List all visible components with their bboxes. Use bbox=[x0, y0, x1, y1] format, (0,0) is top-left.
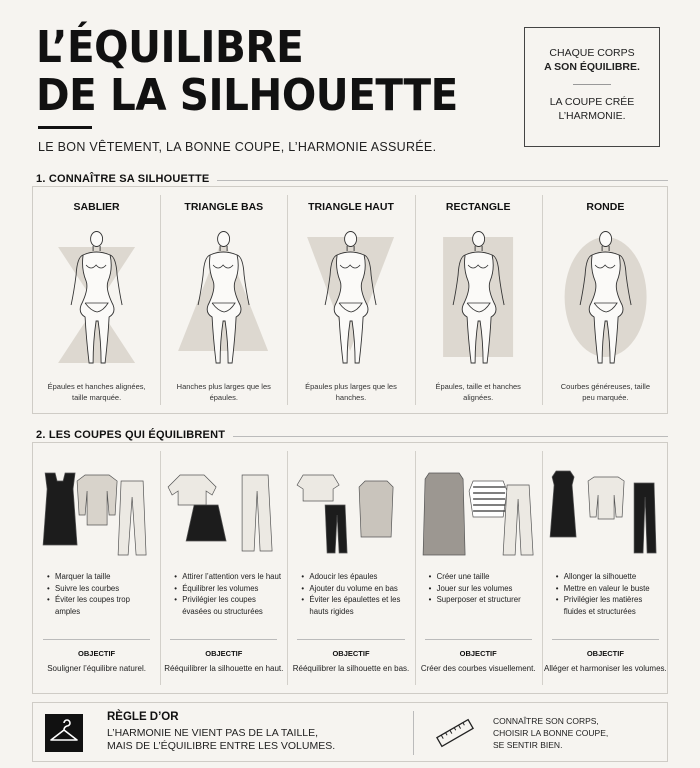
silhouette-column bbox=[542, 187, 669, 413]
quote-box bbox=[524, 27, 660, 147]
outfit-illustration bbox=[287, 455, 414, 565]
cuts-panel bbox=[32, 442, 668, 694]
quote-line-3: LA COUPE CRÉE bbox=[549, 96, 635, 108]
objective-label: OBJECTIF bbox=[586, 649, 624, 658]
silhouette-description: Épaules et hanches alignées, taille marquée. bbox=[47, 382, 146, 402]
trousers-light-icon bbox=[118, 481, 146, 555]
column-divider bbox=[415, 195, 416, 405]
title-underline bbox=[38, 126, 92, 129]
silhouette-column bbox=[33, 187, 160, 413]
column-divider bbox=[160, 195, 161, 405]
trench-coat-icon bbox=[423, 473, 465, 555]
golden-rule-line-1: L’HARMONIE NE VIENT PAS DE LA TAILLE, bbox=[107, 727, 319, 739]
blouse-icon bbox=[168, 475, 216, 505]
title-line-2: DE LA SILHOUETTE bbox=[36, 70, 458, 121]
objective-text: Souligner l’équilibre naturel. bbox=[47, 664, 146, 673]
silhouette-column bbox=[287, 187, 414, 413]
advice-item: • Privilégier les coupes évasées ou structurées bbox=[174, 594, 281, 617]
objective-label: OBJECTIF bbox=[332, 649, 370, 658]
page-title bbox=[36, 24, 495, 120]
silhouette-description: Épaules, taille et hanches alignées. bbox=[435, 382, 521, 402]
cut-advice-list bbox=[47, 571, 154, 617]
objective-rule bbox=[43, 639, 150, 640]
title-line-1: L’ÉQUILIBRE bbox=[36, 22, 304, 73]
objective-text: Créer des courbes visuellement. bbox=[420, 664, 536, 673]
quote-divider bbox=[573, 84, 611, 85]
advice-item: • Marquer la taille bbox=[47, 571, 154, 583]
cut-column bbox=[287, 443, 414, 693]
quote-line-1: CHAQUE CORPS bbox=[549, 47, 635, 59]
silhouette-name: TRIANGLE HAUT bbox=[308, 201, 394, 213]
silhouette-column bbox=[415, 187, 542, 413]
section-1-title: 1. CONNAÎTRE SA SILHOUETTE bbox=[36, 173, 217, 185]
silhouette-description: Hanches plus larges que les épaules. bbox=[176, 382, 271, 402]
advice-item: • Créer une taille bbox=[429, 571, 536, 583]
advice-item: • Équilibrer les volumes bbox=[174, 583, 281, 595]
column-divider bbox=[542, 195, 543, 405]
cardigan-icon bbox=[588, 477, 624, 519]
silhouette-column bbox=[160, 187, 287, 413]
quote-line-4: L’HARMONIE. bbox=[558, 110, 626, 122]
dress-sleeveless-icon bbox=[43, 473, 77, 545]
silhouette-figure bbox=[287, 225, 414, 375]
section-2-title: 2. LES COUPES QUI ÉQUILIBRENT bbox=[36, 429, 233, 441]
coat-light-icon bbox=[359, 481, 393, 537]
golden-rule-line-2: MAIS DE L’ÉQUILIBRE ENTRE LES VOLUMES. bbox=[107, 740, 336, 752]
cut-advice-list bbox=[429, 571, 536, 606]
silhouette-description: Épaules plus larges que les hanches. bbox=[305, 382, 397, 402]
objective-text: Rééquilibrer la silhouette en bas. bbox=[292, 664, 410, 673]
golden-rule-text bbox=[107, 727, 335, 753]
column-divider bbox=[287, 195, 288, 405]
cut-advice-list bbox=[301, 571, 408, 617]
objective-rule bbox=[297, 639, 404, 640]
motto-line-3: SE SENTIR BIEN. bbox=[493, 740, 563, 750]
advice-item: • Ajouter du volume en bas bbox=[301, 583, 408, 595]
outfit-illustration bbox=[160, 455, 287, 565]
quote-line-2: A SON ÉQUILIBRE. bbox=[544, 61, 640, 73]
slim-trousers-icon bbox=[634, 483, 656, 553]
blazer-icon bbox=[77, 475, 117, 525]
cut-column bbox=[542, 443, 669, 693]
objective-rule bbox=[425, 639, 532, 640]
outfit-illustration bbox=[415, 455, 542, 565]
column-divider bbox=[160, 451, 161, 685]
objective-label: OBJECTIF bbox=[78, 649, 116, 658]
column-divider bbox=[415, 451, 416, 685]
column-divider bbox=[542, 451, 543, 685]
silhouette-figure bbox=[415, 225, 542, 375]
advice-item: • Allonger la silhouette bbox=[556, 571, 663, 583]
objective-rule bbox=[552, 639, 659, 640]
silhouette-figure bbox=[160, 225, 287, 375]
advice-item: • Superposer et structurer bbox=[429, 594, 536, 606]
cut-column bbox=[415, 443, 542, 693]
midi-dress-icon bbox=[550, 471, 576, 537]
silhouette-description: Courbes généreuses, taille peu marquée. bbox=[560, 382, 650, 402]
objective-label: OBJECTIF bbox=[459, 649, 497, 658]
silhouette-name: RONDE bbox=[586, 201, 625, 213]
advice-item: • Adoucir les épaules bbox=[301, 571, 408, 583]
objective-text: Alléger et harmoniser les volumes. bbox=[544, 664, 667, 673]
tshirt-icon bbox=[297, 475, 339, 501]
golden-rule-title: RÈGLE D’OR bbox=[107, 711, 179, 723]
ruler-icon bbox=[435, 715, 475, 756]
straight-trousers-icon bbox=[503, 485, 533, 555]
silhouette-figure bbox=[33, 225, 160, 375]
outfit-illustration bbox=[542, 455, 669, 565]
cut-advice-list bbox=[556, 571, 663, 617]
outfit-illustration bbox=[33, 455, 160, 565]
flared-skirt-icon bbox=[186, 505, 226, 541]
advice-item: • Mettre en valeur le buste bbox=[556, 583, 663, 595]
motto-line-1: CONNAÎTRE SON CORPS, bbox=[493, 716, 599, 726]
silhouette-name: TRIANGLE BAS bbox=[184, 201, 264, 213]
objective-label: OBJECTIF bbox=[205, 649, 243, 658]
cut-column bbox=[160, 443, 287, 693]
subtitle: LE BON VÊTEMENT, LA BONNE COUPE, L’HARMONIE ASSURÉE. bbox=[38, 140, 437, 154]
golden-rule-motto bbox=[493, 715, 608, 751]
objective-text: Rééquilibrer la silhouette en haut. bbox=[164, 664, 284, 673]
cut-column bbox=[33, 443, 160, 693]
silhouette-name: RECTANGLE bbox=[445, 201, 511, 213]
cut-advice-list bbox=[174, 571, 281, 617]
silhouette-name: SABLIER bbox=[73, 201, 120, 213]
column-divider bbox=[287, 451, 288, 685]
advice-item: • Éviter les coupes trop amples bbox=[47, 594, 154, 617]
silhouette-panel bbox=[32, 186, 668, 414]
objective-rule bbox=[170, 639, 277, 640]
advice-item: • Attirer l’attention vers le haut bbox=[174, 571, 281, 583]
advice-item: • Jouer sur les volumes bbox=[429, 583, 536, 595]
jeans-dark-icon bbox=[325, 505, 347, 553]
golden-rule-box bbox=[32, 702, 668, 762]
hanger-icon bbox=[45, 714, 83, 752]
golden-rule-divider bbox=[413, 711, 414, 755]
motto-line-2: CHOISIR LA BONNE COUPE, bbox=[493, 728, 609, 738]
advice-item: • Privilégier les matières fluides et structurées bbox=[556, 594, 663, 617]
wide-trousers-icon bbox=[242, 475, 272, 551]
advice-item: • Suivre les courbes bbox=[47, 583, 154, 595]
advice-item: • Éviter les épaulettes et les hauts rigides bbox=[301, 594, 408, 617]
silhouette-figure bbox=[542, 225, 669, 375]
